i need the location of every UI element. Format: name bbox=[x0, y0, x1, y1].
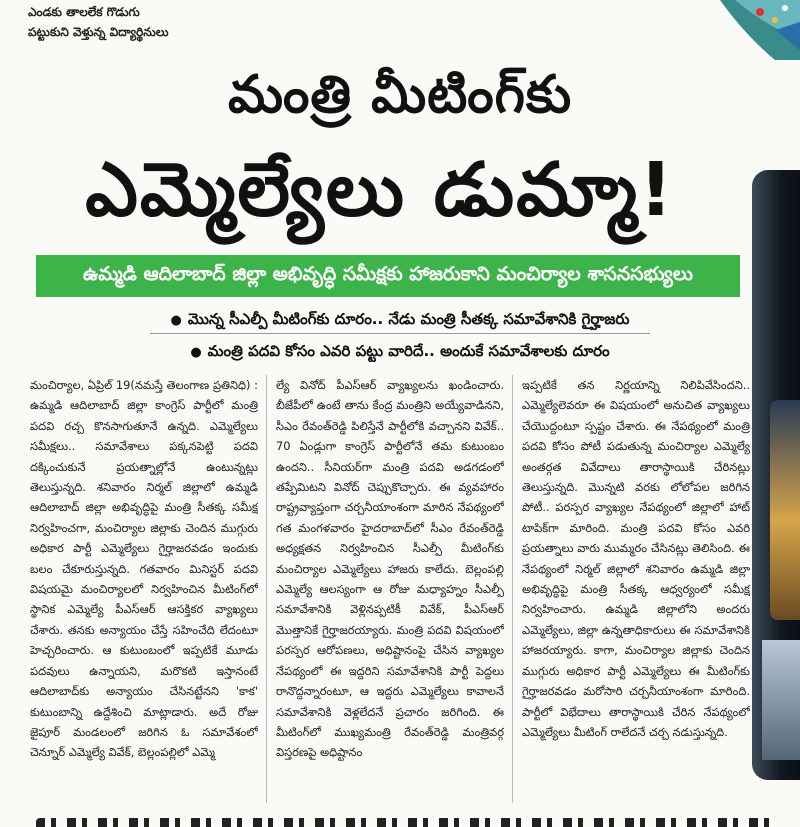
next-headline-fragment bbox=[0, 812, 800, 827]
highlight-divider bbox=[150, 333, 650, 334]
article-column-2-text: ల్యే వినోద్ పీఎస్ఆర్ వ్యాఖ్యలను ఖండించారు. బీజేపీలో ఉంటే తాను కేంద్ర మంత్రిని అయ్యేవాడినని, సీఎం రేవంత్‌రెడ్డి పిలిస్తేనే పార్టీలోకి వచ్చానని వివేక్.. 70 ఏండ్లుగా కాంగ్రెస్ పార్టీలోనే తమ కుటుంబం ఉందని.. సీనియర్‌గా మంత్రి పదవి అడగడంలో తప్పేమిటని వినోద్ చెప్పుకొచ్చారు. ఈ వ్యవహారం రాష్ట్రవ్యాప్తంగా చర్చనీయాంశంగా మారిన నేపథ్యంలో గత మంగళవారం హైదరాబాద్‌లో సీఎం రేవంత్‌రెడ్డి అధ్యక్షతన నిర్వహించిన సీఎల్పీ మీటింగ్‌కు మంచిర్యాల ఎమ్మెల్యేలు హాజరు కాలేదు. బెల్లంపల్లి ఎమ్మెల్యే ఆలస్యంగా ఆ రోజు మధ్యాహ్నం సీఎల్పీ సమావేశానికి వెళ్లినప్పటికీ వివేక్, పీఎస్ఆర్ మొత్తానికే గైర్హాజరయ్యారు. మంత్రి పదవి విషయంలో పరస్పర ఆరోపణలు, అధిష్టానంపై చేసిన వ్యాఖ్యల నేపథ్యంలో ఈ ఇద్దరిని సమావేశానికి పార్టీ పెద్దలు రానొద్దన్నారంటూ, ఆ ఇద్దరు ఎమ్మెల్యేలు కావాలనే సమావేశానికి వెళ్లలేదనే ప్రచారం జరిగింది. ఈ మీటింగ్‌లో ముఖ్యమంత్రి రేవంత్‌రెడ్డి మంత్రివర్గ విస్తరణపై అధిష్టానం bbox=[276, 378, 504, 760]
headline-line-2: ఎమ్మెల్యేలు డుమ్మా! bbox=[85, 147, 675, 233]
bullet-icon: ● bbox=[190, 345, 202, 360]
article-column-2 bbox=[276, 375, 504, 805]
highlight-1 bbox=[0, 310, 800, 332]
article-column-1-text: మంచిర్యాల, ఏప్రిల్ 19(నమస్తే తెలంగాణ ప్రతినిధి) : ఉమ్మడి ఆదిలాబాద్ జిల్లా కాంగ్రెస్ పార్టీలో మంత్రి పదవి రచ్చ కొనసాగుతూనే ఉన్నది. ఎమ్మెల్యేలు సమీక్షలు.. సమావేశాలు పక్కనపెట్టి పదవి దక్కించుకునే ప్రయత్నాల్లోనే ఉంటున్నట్లు తెలుస్తున్నది. శనివారం నిర్మల్ జిల్లాలో ఉమ్మడి ఆదిలాబాద్ జిల్లా అభివృద్ధిపై మంత్రి సీతక్క సమీక్ష నిర్వహించగా, మంచిర్యాల జిల్లాకు చెందిన ముగ్గురు అధికార పార్టీ ఎమ్మెల్యేలు గైర్హాజరవడం ఇందుకు బలం చేకూరుస్తున్నది. గతవారం మినిస్టర్ పదవి విషయమై మంచిర్యాలలో నిర్వహించిన మీటింగ్‌లో స్థానిక ఎమ్మెల్యే పీఎస్ఆర్ ఆసక్తికర వ్యాఖ్యలు చేశారు. తనకు అన్యాయం చేస్తే సహించేది లేదంటూ హెచ్చరించారు. ఆ కుటుంబంలో ఇప్పటికే మూడు పదవులు ఉన్నాయని, మరొకటి ఇస్తానంటే ఆదిలాబాద్‌కు అన్యాయం చేసినట్టేనని 'కాక' కుటుంబాన్ని ఉద్దేశించి మాట్లాడారు. అదే రోజు జైపూర్ మండలంలో జరిగిన ఓ సమావేశంలో చెన్నూర్ ఎమ్మెల్యే వివేక్, బెల్లంపల్లిలో ఎమ్మె bbox=[30, 378, 258, 760]
column-divider bbox=[512, 375, 513, 803]
article-column-3-text: ఇప్పటికే తన నిర్ణయాన్ని నిలిపివేసిందని.. ఎమ్మెల్యేలెవరూ ఈ విషయంలో అనుచిత వ్యాఖ్యలు చేయొద్దంటూ స్పష్టం చేశారు. ఈ నేపథ్యంలో మంత్రి పదవి కోసం పోటీ పడుతున్న మంచిర్యాల ఎమ్మెల్యే అంతర్గత వివేదాలు తారాస్థాయికి చేరినట్లు తెలుస్తున్నది. మొన్నటి వరకు లోలోపల జరిగిన పోటీ.. పరస్పర వ్యాఖ్యల నేపథ్యంలో జిల్లాలో హాట్ టాపిక్‌గా మారింది. మంత్రి పదవి కోసం ఎవరి ప్రయత్నాలు వారు ముమ్మరం చేసినట్లు తెలిసింది. ఈ నేపథ్యంలో నిర్మల్ జిల్లాలో శనివారం ఉమ్మడి జిల్లా అభివృద్ధిపై మంత్రి సీతక్క ఆధ్వర్యంలో సమీక్ష నిర్వహించారు. ఉమ్మడి జిల్లాలోని అందరు ఎమ్మెల్యేలు, జిల్లా ఉన్నతాధికారులు ఈ సమావేశానికి హాజరయ్యారు. కాగా, మంచిర్యాల జిల్లాకు చెందిన ముగ్గురు అధికార పార్టీ ఎమ్మెల్యేలు ఈ మీటింగ్‌కు గైర్హాజరవడం మరోసారి చర్చనీయాంశంగా మారింది. పార్టీలో విభేదాలు తారాస్థాయికి చేరిన నేపథ్యంలో ఎమ్మెల్యేలు మీటింగ్ రాలేదనే చర్చ నడుస్తున్నది. bbox=[522, 378, 750, 739]
side-photo-fragment bbox=[752, 170, 800, 780]
caption-line-2: పట్టుకుని వెళ్తున్న విద్యార్థినులు bbox=[28, 25, 169, 39]
article-column-1 bbox=[30, 375, 258, 805]
subheadline-banner: ఉమ్మడి ఆదిలాబాద్ జిల్లా అభివృద్ధి సమీక్షకు హాజరుకాని మంచిర్యాల శాసనసభ్యులు bbox=[36, 255, 740, 297]
highlight-1-text: మొన్న సీఎల్పీ మీటింగ్‌కు దూరం.. నేడు మంత్రి సీతక్క సమావేశానికి గైర్హాజరు bbox=[187, 310, 630, 328]
article-column-3 bbox=[522, 375, 750, 805]
previous-photo-caption bbox=[28, 2, 358, 42]
corner-photo-fragment bbox=[625, 0, 800, 60]
caption-line-1: ఎండకు తాలలేక గొడుగు bbox=[28, 5, 140, 19]
highlight-2-text: మంత్రి పదవి కోసం ఎవరి పట్టు వారిదే.. అందుకే సమావేశాలకు దూరం bbox=[207, 342, 610, 360]
bullet-icon: ● bbox=[170, 313, 182, 328]
headline-line-1: మంత్రి మీటింగ్‌కు bbox=[227, 65, 573, 125]
highlight-2 bbox=[0, 342, 800, 364]
column-divider bbox=[266, 375, 267, 803]
